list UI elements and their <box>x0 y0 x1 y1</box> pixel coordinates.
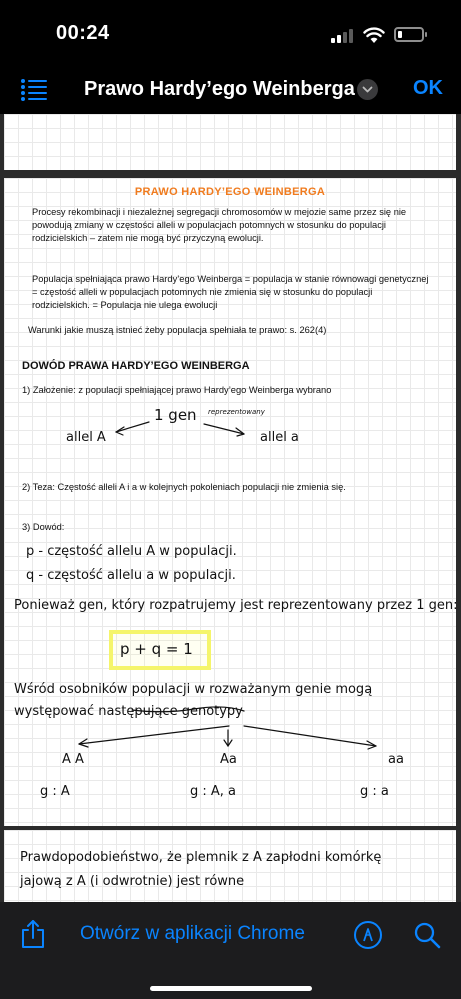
search-icon[interactable] <box>413 921 441 949</box>
wifi-icon <box>363 26 385 44</box>
handwriting-arrows <box>4 178 456 826</box>
markup-button[interactable] <box>354 921 382 949</box>
document-page <box>4 830 456 902</box>
handwritten-allele-A: allel A <box>66 430 106 445</box>
document-title: Prawo Hardy’ego Weinberga <box>84 78 355 100</box>
handwritten-genotypes-line1: Wśród osobników populacji w rozważanym genie mogą <box>14 682 373 697</box>
paragraph-conditions: Warunki jakie muszą istnieć żeby populacja spełniała te prawo: s. 262(4) <box>28 325 327 335</box>
battery-level <box>398 31 402 38</box>
status-time: 00:24 <box>56 22 110 44</box>
handwritten-probability-line1: Prawdopodobieństwo, że plemnik z A zapłodni komórkę <box>20 850 382 865</box>
status-bar <box>0 0 461 66</box>
open-in-chrome-button[interactable]: Otwórz w aplikacji Chrome <box>80 923 305 944</box>
handwritten-allele-a: allel a <box>260 430 299 445</box>
handwritten-q-definition: q - częstość allelu a w populacji. <box>26 568 236 583</box>
proof-step-thesis: 2) Teza: Częstość alleli A i a w kolejnych pokoleniach populacji nie zmienia się. <box>22 482 346 492</box>
list-icon[interactable] <box>20 77 48 101</box>
handwritten-because: Ponieważ gen, który rozpatrujemy jest reprezentowany przez 1 gen: <box>14 598 458 613</box>
document-viewer[interactable] <box>0 114 461 902</box>
handwritten-probability-line2: jajową z A (i odwrotnie) jest równe <box>20 874 245 889</box>
handwritten-genotypes-line2: występować następujące genotypy <box>14 704 243 719</box>
markup-icon <box>356 923 380 947</box>
handwritten-gamete-aa: g : a <box>360 784 389 799</box>
nav-bar <box>0 66 461 114</box>
chevron-down-icon <box>357 79 378 100</box>
home-indicator[interactable] <box>150 986 312 991</box>
title-menu-button[interactable] <box>357 79 378 100</box>
proof-step-proof: 3) Dowód: <box>22 522 65 532</box>
handwritten-gamete-AA: g : A <box>40 784 70 799</box>
handwritten-equation: p + q = 1 <box>120 640 193 658</box>
handwritten-p-definition: p - częstość allelu A w populacji. <box>26 544 237 559</box>
proof-heading: DOWÓD PRAWA HARDY’EGO WEINBERGA <box>22 360 250 372</box>
handwritten-genotype-AA: A A <box>62 752 84 767</box>
handwritten-genotype-Aa: Aa <box>220 752 237 767</box>
share-icon[interactable] <box>20 919 46 949</box>
handwritten-genotype-aa: aa <box>388 752 404 767</box>
cellular-signal-icon <box>331 29 353 43</box>
ok-button[interactable]: OK <box>413 77 443 99</box>
handwritten-gene: 1 gen <box>154 406 197 424</box>
handwritten-represented: reprezentowany <box>208 408 265 416</box>
battery-icon <box>394 27 424 42</box>
bottom-toolbar <box>0 902 461 999</box>
paragraph-recombination: Procesy rekombinacji i niezależnej segregacji chromosomów w mejozie same przez się nie powodują zmiany w częstości alleli w populacjach potomnych w stosunku do populacji rodzicielskich – zatem nie mogą być przyczyną ewolucji. <box>32 207 407 243</box>
paragraph-equilibrium: Populacja spełniająca prawo Hardy’ego Weinberga = populacja w stanie równowagi genetycznej = częstość alleli w populacjach potomnych nie zmienia się w stosunku do populacji rodzicielskich. = Populacja nie ulega ewolucji <box>32 274 429 310</box>
handwritten-gamete-Aa: g : A, a <box>190 784 237 799</box>
proof-step-assumption: 1) Założenie: z populacji spełniającej prawo Hardy’ego Weinberga wybrano <box>22 385 332 395</box>
document-page <box>4 114 456 170</box>
document-heading: PRAWO HARDY’EGO WEINBERGA <box>134 186 326 198</box>
document-page <box>4 178 456 826</box>
